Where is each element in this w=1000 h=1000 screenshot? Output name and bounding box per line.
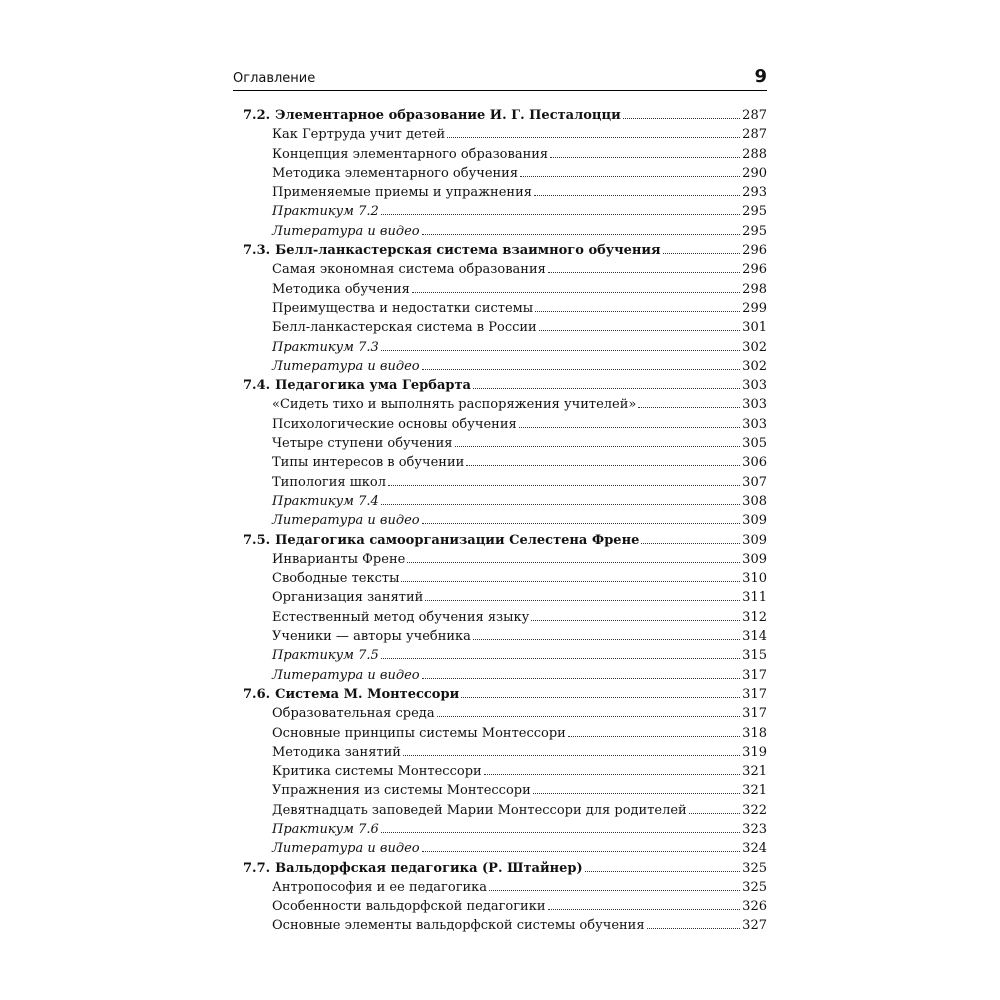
toc-dot-leader: [689, 803, 740, 814]
toc-subsection-entry[interactable]: [272, 841, 767, 860]
toc-page-number: 318: [742, 725, 767, 741]
toc-subsection-entry[interactable]: [272, 475, 767, 494]
toc-page-number: 322: [742, 802, 767, 818]
toc-page-number: 295: [742, 223, 767, 239]
toc-subsection-entry[interactable]: [272, 455, 767, 474]
toc-subsection-entry[interactable]: [272, 320, 767, 339]
toc-subsection-entry[interactable]: [272, 918, 767, 937]
toc-entry-title: Применяемые приемы и упражнения: [272, 185, 532, 201]
toc-dot-leader: [403, 745, 740, 756]
toc-entry-title: Особенности вальдорфской педагогики: [272, 899, 546, 915]
toc-subsection-entry[interactable]: [272, 610, 767, 629]
toc-dot-leader: [548, 899, 741, 910]
toc-dot-leader: [437, 706, 741, 717]
toc-entry-title: Методика занятий: [272, 744, 401, 760]
toc-section-number: 7.3.: [243, 243, 271, 259]
toc-dot-leader: [388, 475, 740, 486]
toc-section-entry[interactable]: [243, 243, 767, 262]
toc-entry-title: Свободные тексты: [272, 571, 400, 587]
toc-entry-title: Элементарное образование И. Г. Песталоцци: [275, 108, 621, 123]
toc-section-number: 7.6.: [243, 686, 271, 702]
toc-page-number: 321: [742, 764, 767, 780]
toc-dot-leader: [412, 282, 740, 293]
toc-dot-leader: [461, 687, 740, 698]
toc-section-number: 7.5.: [243, 532, 271, 548]
toc-entry-title: Литература и видео: [272, 667, 420, 683]
toc-entry-title: Основные принципы системы Монтессори: [272, 725, 566, 741]
toc-page-number: 312: [742, 609, 767, 625]
toc-page-number: 290: [742, 165, 767, 181]
toc-page-number: 302: [742, 339, 767, 355]
toc-entry-title: Типы интересов в обучении: [272, 455, 465, 471]
toc-entry-title: Четыре ступени обучения: [272, 436, 453, 452]
toc-page-number: 299: [742, 300, 767, 316]
toc-dot-leader: [455, 436, 741, 447]
toc-subsection-entry[interactable]: [272, 494, 767, 513]
toc-entry-title: Педагогика ума Гербарта: [275, 378, 471, 394]
toc-subsection-entry[interactable]: [272, 899, 767, 918]
toc-entry-title: Типология школ: [272, 474, 387, 490]
toc-subsection-entry[interactable]: [272, 224, 767, 243]
toc-dot-leader: [531, 610, 740, 621]
toc-entry-title: Белл-ланкастерская система взаимного обучения: [275, 243, 661, 259]
toc-subsection-entry[interactable]: [272, 803, 767, 822]
toc-entry-title: Методика элементарного обучения: [272, 165, 519, 181]
toc-subsection-entry[interactable]: [272, 282, 767, 301]
toc-dot-leader: [568, 726, 740, 737]
toc-page-number: 301: [742, 320, 767, 336]
toc-dot-leader: [623, 108, 740, 119]
toc-page-number: 311: [742, 590, 767, 606]
toc-page-number: 323: [742, 821, 767, 837]
toc-subsection-entry[interactable]: [272, 706, 767, 725]
toc-dot-leader: [533, 783, 740, 794]
toc-subsection-entry[interactable]: [272, 668, 767, 687]
toc-subsection-entry[interactable]: [272, 745, 767, 764]
toc-subsection-entry[interactable]: [272, 764, 767, 783]
toc-subsection-entry[interactable]: [272, 571, 767, 590]
toc-dot-leader: [641, 533, 740, 544]
toc-subsection-entry[interactable]: [272, 648, 767, 667]
toc-entry-title: Девятнадцать заповедей Марии Монтессори для родителей: [272, 802, 687, 818]
toc-entry-title: Литература и видео: [272, 358, 420, 374]
toc-dot-leader: [422, 359, 741, 370]
toc-dot-leader: [647, 918, 741, 929]
toc-page-number: 287: [742, 127, 767, 143]
toc-dot-leader: [638, 397, 740, 408]
toc-dot-leader: [489, 880, 740, 891]
toc-page-number: 296: [742, 262, 767, 278]
toc-page-number: 293: [742, 185, 767, 201]
toc-entry-title: Ученики — авторы учебника: [272, 629, 471, 645]
toc-page-number: 324: [742, 841, 767, 857]
toc-dot-leader: [381, 822, 740, 833]
toc-section-number: 7.7.: [243, 860, 271, 876]
toc-entry-title: Критика системы Монтессори: [272, 764, 482, 780]
toc-page-number: 288: [742, 146, 767, 162]
toc-page-number: 327: [742, 918, 767, 934]
toc-page-number: 305: [742, 436, 767, 452]
toc-entry-title: Инварианты Френе: [272, 551, 406, 567]
toc-dot-leader: [663, 243, 741, 254]
toc-entry-title: Психологические основы обучения: [272, 416, 517, 432]
toc-page-number: 309: [742, 551, 767, 567]
toc-subsection-entry[interactable]: [272, 629, 767, 648]
toc-page-number: 302: [742, 358, 767, 374]
toc-dot-leader: [422, 668, 741, 679]
toc-entry-title: Практикум 7.2: [272, 204, 379, 220]
toc-subsection-entry[interactable]: [272, 880, 767, 899]
toc-dot-leader: [466, 455, 740, 466]
toc-page-number: 325: [742, 860, 767, 876]
toc-entry-title: Концепция элементарного образования: [272, 146, 549, 162]
toc-entry-title: Вальдорфская педагогика (Р. Штайнер): [275, 860, 583, 876]
toc-subsection-entry[interactable]: [272, 436, 767, 455]
toc-dot-leader: [401, 571, 740, 582]
toc-page-number: 287: [742, 108, 767, 123]
toc-entry-title: Практикум 7.3: [272, 339, 379, 355]
toc-page-number: 310: [742, 571, 767, 587]
toc-page-number: 298: [742, 281, 767, 297]
toc-dot-leader: [447, 127, 740, 138]
toc-subsection-entry[interactable]: [272, 147, 767, 166]
toc-page-number: 315: [742, 648, 767, 664]
toc-page-number: 303: [742, 378, 767, 394]
toc-subsection-entry[interactable]: [272, 417, 767, 436]
toc-entry-title: Организация занятий: [272, 590, 424, 606]
header-title: Оглавление: [233, 71, 316, 86]
toc-dot-leader: [422, 841, 741, 852]
toc-entry-title: Система М. Монтессори: [275, 686, 460, 702]
toc-subsection-entry[interactable]: [272, 359, 767, 378]
header-page-number: 9: [754, 66, 767, 87]
toc-page-number: 303: [742, 416, 767, 432]
toc-dot-leader: [473, 378, 740, 389]
toc-section-entry[interactable]: [243, 108, 767, 127]
toc-dot-leader: [548, 262, 740, 273]
toc-dot-leader: [519, 417, 740, 428]
toc-dot-leader: [484, 764, 740, 775]
toc-dot-leader: [381, 204, 740, 215]
toc-section-entry[interactable]: [243, 687, 767, 706]
toc-subsection-entry[interactable]: [272, 397, 767, 416]
toc-section-entry[interactable]: [243, 378, 767, 397]
toc-section-number: 7.2.: [243, 108, 271, 123]
toc-subsection-entry[interactable]: [272, 822, 767, 841]
toc-dot-leader: [520, 166, 740, 177]
toc-subsection-entry[interactable]: [272, 127, 767, 146]
toc-entry-title: Основные элементы вальдорфской системы обучения: [272, 918, 645, 934]
toc-page-number: 319: [742, 744, 767, 760]
toc-entry-title: Педагогика самоорганизации Селестена Френе: [275, 532, 640, 548]
toc-entry-title: Практикум 7.4: [272, 493, 379, 509]
toc-entry-title: Литература и видео: [272, 841, 420, 857]
toc-page-number: 307: [742, 474, 767, 490]
toc-page-number: 303: [742, 397, 767, 413]
running-header: [233, 68, 767, 91]
toc-subsection-entry[interactable]: [272, 513, 767, 532]
toc-entry-title: Естественный метод обучения языку: [272, 609, 530, 625]
toc-entry-title: Литература и видео: [272, 223, 420, 239]
toc-section-entry[interactable]: [243, 533, 767, 552]
toc-dot-leader: [550, 147, 740, 158]
toc-section-number: 7.4.: [243, 378, 271, 394]
toc-dot-leader: [422, 224, 741, 235]
toc-entry-title: Методика обучения: [272, 281, 410, 297]
toc-entry-title: Практикум 7.6: [272, 821, 379, 837]
toc-dot-leader: [422, 513, 741, 524]
toc-dot-leader: [381, 494, 740, 505]
toc-page-number: 308: [742, 493, 767, 509]
toc-subsection-entry[interactable]: [272, 590, 767, 609]
toc-page-number: 326: [742, 899, 767, 915]
toc-page-number: 306: [742, 455, 767, 471]
toc-subsection-entry[interactable]: [272, 783, 767, 802]
toc-page-number: 314: [742, 629, 767, 645]
toc-dot-leader: [585, 861, 741, 872]
toc-dot-leader: [425, 590, 740, 601]
toc-page-number: 309: [742, 513, 767, 529]
toc-entry-title: Образовательная среда: [272, 706, 435, 722]
toc-subsection-entry[interactable]: [272, 301, 767, 320]
toc-entry-title: Самая экономная система образования: [272, 262, 546, 278]
toc-subsection-entry[interactable]: [272, 262, 767, 281]
toc-section-entry[interactable]: [243, 861, 767, 880]
toc-entry-title: Практикум 7.5: [272, 648, 379, 664]
toc-dot-leader: [534, 185, 740, 196]
toc-entry-title: Упражнения из системы Монтессори: [272, 783, 531, 799]
toc-dot-leader: [381, 648, 740, 659]
toc-entry-title: Литература и видео: [272, 513, 420, 529]
toc-page-number: 317: [742, 667, 767, 683]
toc-page-number: 325: [742, 879, 767, 895]
toc-page-number: 309: [742, 532, 767, 548]
toc-entry-title: «Сидеть тихо и выполнять распоряжения учителей»: [272, 397, 637, 413]
toc-dot-leader: [381, 340, 740, 351]
table-of-contents: [0, 108, 1000, 938]
toc-entry-title: Как Гертруда учит детей: [272, 127, 446, 143]
toc-entry-title: Преимущества и недостатки системы: [272, 300, 534, 316]
toc-dot-leader: [539, 320, 740, 331]
toc-dot-leader: [407, 552, 740, 563]
toc-subsection-entry[interactable]: [272, 204, 767, 223]
toc-dot-leader: [535, 301, 740, 312]
toc-subsection-entry[interactable]: [272, 340, 767, 359]
toc-entry-title: Белл-ланкастерская система в России: [272, 320, 537, 336]
toc-page-number: 295: [742, 204, 767, 220]
toc-page-number: 317: [742, 686, 767, 702]
toc-dot-leader: [473, 629, 740, 640]
toc-subsection-entry[interactable]: [272, 726, 767, 745]
toc-page-number: 317: [742, 706, 767, 722]
toc-entry-title: Антропософия и ее педагогика: [272, 879, 488, 895]
toc-page-number: 296: [742, 243, 767, 259]
toc-subsection-entry[interactable]: [272, 185, 767, 204]
toc-subsection-entry[interactable]: [272, 166, 767, 185]
toc-subsection-entry[interactable]: [272, 552, 767, 571]
toc-page-number: 321: [742, 783, 767, 799]
